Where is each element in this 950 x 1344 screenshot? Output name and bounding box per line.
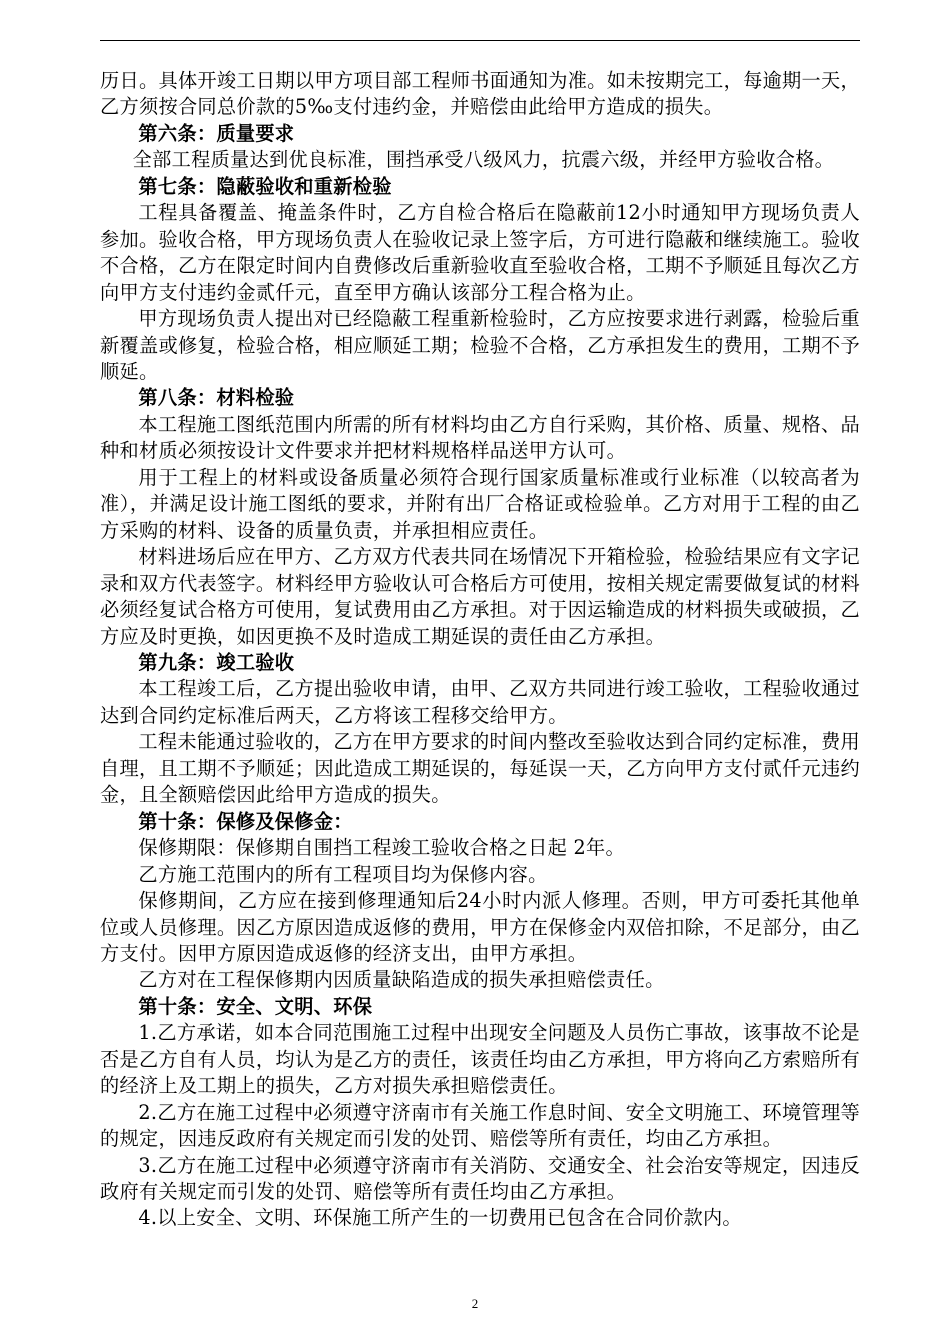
section-heading: 第六条：质量要求 xyxy=(138,121,295,145)
body-paragraph: 甲方现场负责人提出对已经隐蔽工程重新检验时，乙方应按要求进行剥露，检验后重新覆盖或修复，检验合格，相应顺延工期；检验不合格，乙方承担发生的费用，工期不予顺延。 xyxy=(100,307,861,383)
body-paragraph: 乙方施工范围内的所有工程项目均为保修内容。 xyxy=(138,862,548,886)
body-paragraph: 工程具备覆盖、掩盖条件时，乙方自检合格后在隐蔽前12小时通知甲方现场负责人参加。验收合格，甲方现场负责人在验收记录上签字后，方可进行隐蔽和继续施工。验收不合格，乙方在限定时间内自费修改后重新验收直至验收合格，工期不予顺延且每次乙方向甲方支付违约金贰仟元，直至甲方确认该部分工程合格为止。 xyxy=(100,201,861,304)
body-paragraph: 本工程竣工后，乙方提出验收申请，由甲、乙双方共同进行竣工验收，工程验收通过达到合同约定标准后两天，乙方将该工程移交给甲方。 xyxy=(100,677,860,727)
body-paragraph: 1.乙方承诺，如本合同范围施工过程中出现安全问题及人员伤亡事故，该事故不论是否是乙方自有人员，均认为是乙方的责任，该责任均由乙方承担，甲方将向乙方索赔所有的经济上及工期上的损失，乙方对损失承担赔偿责任。 xyxy=(100,1021,861,1098)
section-heading: 第十条：安全、文明、环保 xyxy=(138,994,373,1018)
body-paragraph: 保修期间，乙方应在接到修理通知后24小时内派人修理。否则，甲方可委托其他单位或人员修理。因乙方原因造成返修的费用，甲方在保修金内双倍扣除，不足部分，由乙方支付。因甲方原因造成返修的经济支出，由甲方承担。 xyxy=(100,889,861,965)
body-paragraph: 3.乙方在施工过程中必须遵守济南市有关消防、交通安全、社会治安等规定，因违反政府有关规定而引发的处罚、赔偿等所有责任均由乙方承担。 xyxy=(100,1153,860,1204)
body-paragraph: 乙方对在工程保修期内因质量缺陷造成的损失承担赔偿责任。 xyxy=(138,968,665,992)
section-heading: 第九条：竣工验收 xyxy=(138,650,295,674)
page-number: 2 xyxy=(471,1296,479,1311)
contract-body xyxy=(100,68,860,1232)
body-paragraph: 4.以上安全、文明、环保施工所产生的一切费用已包含在合同价款内。 xyxy=(138,1206,742,1230)
body-paragraph: 全部工程质量达到优良标准，围挡承受八级风力，抗震六级，并经甲方验收合格。 xyxy=(132,148,835,172)
body-paragraph: 历日。具体开竣工日期以甲方项目部工程师书面通知为准。如未按期完工，每逾期一天，乙方须按合同总价款的5‰支付违约金，并赔偿由此给甲方造成的损失。 xyxy=(100,69,861,119)
section-heading: 第八条：材料检验 xyxy=(138,386,295,410)
body-paragraph: 用于工程上的材料或设备质量必须符合现行国家质量标准或行业标准（以较高者为准），并满足设计施工图纸的要求，并附有出厂合格证或检验单。乙方对用于工程的由乙方采购的材料、设备的质量负责，并承担相应责任。 xyxy=(100,465,860,542)
header-rule xyxy=(100,40,860,41)
body-paragraph: 保修期限：保修期自围挡工程竣工验收合格之日起 2年。 xyxy=(138,836,625,860)
section-heading: 第十条：保修及保修金： xyxy=(138,809,353,833)
section-heading: 第七条：隐蔽验收和重新检验 xyxy=(138,174,392,198)
body-paragraph: 2.乙方在施工过程中必须遵守济南市有关施工作息时间、安全文明施工、环境管理等的规定，因违反政府有关规定而引发的处罚、赔偿等所有责任，均由乙方承担。 xyxy=(100,1100,860,1151)
body-paragraph: 本工程施工图纸范围内所需的所有材料均由乙方自行采购，其价格、质量、规格、品种和材质必须按设计文件要求并把材料规格样品送甲方认可。 xyxy=(100,412,860,463)
body-paragraph: 工程未能通过验收的，乙方在甲方要求的时间内整改至验收达到合同约定标准，费用自理，且工期不予顺延；因此造成工期延误的，每延误一天，乙方向甲方支付贰仟元违约金，且全额赔偿因此给甲方造成的损失。 xyxy=(100,730,861,807)
body-paragraph: 材料进场后应在甲方、乙方双方代表共同在场情况下开箱检验，检验结果应有文字记录和双方代表签字。材料经甲方验收认可合格后方可使用，按相关规定需要做复试的材料必须经复试合格方可使用，复试费用由乙方承担。对于因运输造成的材料损失或破损，乙方应及时更换，如因更换不及时造成工期延误的责任由乙方承担。 xyxy=(100,545,861,648)
